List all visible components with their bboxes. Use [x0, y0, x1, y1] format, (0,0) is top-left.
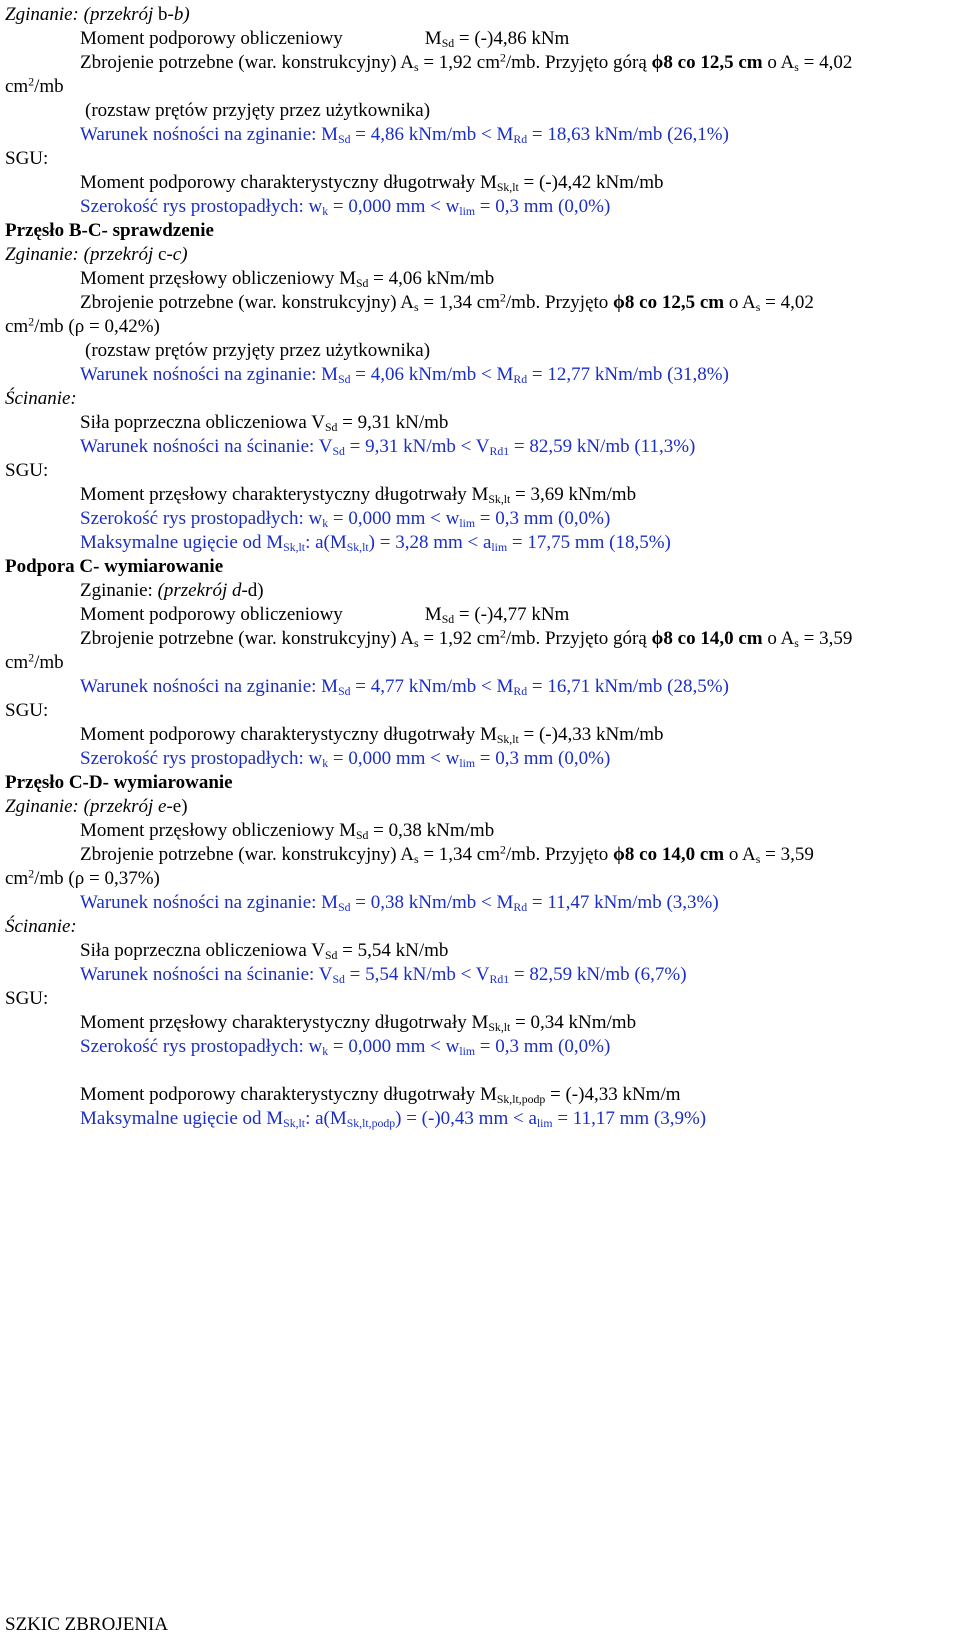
text-run: Zbrojenie potrzebne (war. konstrukcyjny) A	[80, 628, 414, 649]
doc-line	[5, 916, 77, 938]
text-run: Moment podporowy obliczeniowy	[80, 604, 343, 625]
subscript: Sd	[355, 276, 369, 290]
text-run: = 5,54 kN/mb < V	[344, 964, 490, 985]
superscript: 2	[500, 843, 506, 857]
text-run: -e)	[166, 796, 188, 817]
text-run: = 4,06 kNm/mb < M	[350, 364, 514, 385]
doc-line	[80, 724, 664, 746]
subscript: Rd	[513, 132, 528, 146]
subscript: lim	[459, 516, 476, 530]
text-run: SGU:	[5, 988, 49, 1009]
subscript: Sk,lt,podp	[346, 1116, 396, 1130]
text-run: Warunek nośności na zginanie: M	[80, 676, 339, 697]
text-run: Zginanie: (przekrój	[5, 244, 159, 265]
doc-line	[80, 364, 729, 386]
subscript: k	[322, 1044, 329, 1058]
doc-line	[80, 532, 671, 554]
text-run: /mb (ρ = 0,37%)	[34, 868, 160, 889]
text-run: /mb. Przyjęto	[505, 844, 614, 865]
subscript: s	[794, 636, 799, 650]
doc-line	[5, 4, 190, 26]
text-run: ϕ8 co 14,0 cm	[613, 844, 725, 865]
text-run: (rozstaw prętów przyjęty przez użytkownika)	[85, 340, 431, 361]
text-run: o A	[724, 292, 756, 313]
text-run: Moment podporowy charakterystyczny długotrwały M	[80, 724, 497, 745]
text-run: d	[231, 580, 242, 601]
text-run: Zginanie: (przekrój	[5, 4, 159, 25]
subscript: Sd	[338, 372, 351, 386]
subscript: Rd1	[489, 444, 510, 458]
text-run: /mb. Przyjęto górą	[505, 628, 652, 649]
doc-line	[5, 460, 48, 482]
text-run: /mb. Przyjęto górą	[505, 52, 652, 73]
doc-line	[80, 892, 719, 914]
subscript: Sk,lt	[283, 1116, 306, 1130]
text-run: cm	[5, 868, 29, 889]
doc-line	[80, 844, 814, 866]
text-run: Szerokość rys prostopadłych: w	[80, 508, 323, 529]
subscript: s	[755, 852, 761, 866]
text-run: ϕ8 co 12,5 cm	[651, 52, 763, 73]
subscript: k	[322, 204, 329, 218]
subscript: lim	[536, 1116, 553, 1130]
text-run: b	[158, 4, 168, 25]
text-run: Maksymalne ugięcie od M	[80, 532, 284, 553]
text-run: Warunek nośności na ścinanie: V	[80, 436, 333, 457]
subscript: Sk,lt	[346, 540, 369, 554]
text-run: = 0,000 mm < w	[328, 748, 460, 769]
doc-line	[85, 340, 430, 362]
subscript: Sk,lt	[488, 1020, 511, 1034]
subscript: Sd	[324, 948, 338, 962]
text-run: = 9,31 kN/mb < V	[344, 436, 490, 457]
text-run: Zginanie: (przekrój	[5, 796, 159, 817]
doc-line	[5, 700, 48, 722]
text-run: : a(M	[305, 532, 347, 553]
doc-line	[80, 436, 695, 458]
text-run: -b)	[167, 4, 190, 25]
subscript: Sd	[338, 900, 351, 914]
subscript: Sk,lt	[496, 732, 519, 746]
subscript: Sd	[441, 36, 455, 50]
subscript: Rd1	[489, 972, 510, 986]
text-run: = (-)4,77 kNm	[454, 604, 570, 625]
subscript: lim	[459, 756, 476, 770]
doc-line	[80, 1012, 636, 1034]
doc-line	[80, 196, 610, 218]
text-run: Moment podporowy obliczeniowy	[80, 28, 343, 49]
text-run: Warunek nośności na ścinanie: V	[80, 964, 333, 985]
doc-line	[5, 388, 77, 410]
subscript: lim	[459, 204, 476, 218]
text-run: = 0,3 mm (0,0%)	[475, 508, 611, 529]
subscript: Rd	[513, 372, 528, 386]
doc-line	[5, 988, 48, 1010]
doc-line	[5, 556, 223, 578]
subscript: Sd	[338, 684, 351, 698]
text-run: = 4,86 kNm/mb < M	[350, 124, 514, 145]
doc-line	[5, 772, 233, 794]
doc-line	[85, 100, 430, 122]
doc-line	[5, 796, 188, 818]
subscript: lim	[459, 1044, 476, 1058]
doc-line	[80, 172, 664, 194]
doc-line	[5, 76, 64, 98]
text-run: = 17,75 mm (18,5%)	[507, 532, 671, 553]
doc-line	[80, 28, 569, 50]
text-run: = 0,000 mm < w	[328, 1036, 460, 1057]
text-run: SGU:	[5, 700, 49, 721]
text-run: = (-)4,42 kNm/mb	[518, 172, 664, 193]
text-run: o A	[762, 628, 795, 649]
text-run: = 0,000 mm < w	[328, 196, 460, 217]
superscript: 2	[500, 627, 506, 641]
text-run: Moment przęsłowy charakterystyczny długotrwały M	[80, 484, 489, 505]
text-run: = 3,69 kNm/mb	[510, 484, 637, 505]
doc-line	[80, 964, 687, 986]
text-run: o A	[762, 52, 795, 73]
doc-line	[80, 1084, 681, 1106]
text-run: Warunek nośności na zginanie: M	[80, 364, 339, 385]
text-run: ϕ8 co 12,5 cm	[613, 292, 725, 313]
text-run: = 1,34 cm	[418, 844, 501, 865]
text-run: Szerokość rys prostopadłych: w	[80, 748, 323, 769]
text-run: Moment podporowy charakterystyczny długotrwały M	[80, 1084, 497, 1105]
text-run: = 4,02	[798, 52, 853, 73]
text-run: = (-)4,33 kNm/m	[545, 1084, 681, 1105]
text-run: = 11,17 mm (3,9%)	[552, 1108, 707, 1129]
text-run: M	[424, 28, 442, 49]
text-run: (przekrój	[157, 580, 232, 601]
subscript: Sd	[441, 612, 455, 626]
text-run: ϕ8 co 14,0 cm	[651, 628, 763, 649]
text-run: = 1,34 cm	[418, 292, 501, 313]
text-run: SZKIC ZBROJENIA	[5, 1614, 169, 1635]
doc-line	[5, 220, 214, 242]
subscript: Sd	[332, 444, 345, 458]
text-run: -d)	[241, 580, 264, 601]
subscript: s	[413, 300, 419, 314]
text-run: Zginanie:	[80, 580, 158, 601]
text-run: = 5,54 kN/mb	[337, 940, 449, 961]
text-run: = 9,31 kN/mb	[337, 412, 449, 433]
text-run: Moment przęsłowy charakterystyczny długotrwały M	[80, 1012, 489, 1033]
doc-line	[80, 124, 729, 146]
superscript: 2	[500, 51, 506, 65]
superscript: 2	[500, 291, 506, 305]
doc-line	[80, 748, 610, 770]
doc-line	[80, 52, 852, 74]
doc-line	[5, 868, 160, 890]
text-run: = 0,3 mm (0,0%)	[475, 196, 611, 217]
text-run: = 1,92 cm	[418, 628, 501, 649]
text-run: Siła poprzeczna obliczeniowa V	[80, 412, 325, 433]
text-run: = 18,63 kNm/mb (26,1%)	[527, 124, 729, 145]
text-run: = 11,47 kNm/mb (3,3%)	[527, 892, 719, 913]
text-run: = 0,000 mm < w	[328, 508, 460, 529]
doc-line	[80, 412, 448, 434]
subscript: Rd	[513, 900, 528, 914]
text-run: Warunek nośności na zginanie: M	[80, 892, 339, 913]
text-run: /mb	[34, 652, 64, 673]
text-run: = 0,38 kNm/mb	[368, 820, 495, 841]
text-run: M	[424, 604, 442, 625]
text-run: = 3,59	[798, 628, 853, 649]
text-run: = 0,3 mm (0,0%)	[475, 748, 611, 769]
text-run: Podpora C- wymiarowanie	[5, 556, 224, 577]
subscript: Sd	[338, 132, 351, 146]
text-run: = 0,34 kNm/mb	[510, 1012, 637, 1033]
subscript: Sk,lt	[283, 540, 306, 554]
superscript: 2	[28, 315, 35, 329]
text-run: = 82,59 kN/mb (11,3%)	[509, 436, 696, 457]
text-run: Szerokość rys prostopadłych: w	[80, 196, 323, 217]
doc-line	[80, 1108, 706, 1130]
doc-line	[5, 1614, 168, 1636]
subscript: s	[413, 60, 419, 74]
doc-line	[80, 628, 852, 650]
text-run: Ścinanie:	[5, 916, 77, 937]
text-run: e	[158, 796, 167, 817]
doc-line	[80, 484, 636, 506]
text-run: Warunek nośności na zginanie: M	[80, 124, 339, 145]
text-run: Przęsło C-D- wymiarowanie	[5, 772, 233, 793]
text-run: Moment podporowy charakterystyczny długotrwały M	[80, 172, 497, 193]
doc-line	[5, 148, 48, 170]
doc-line	[80, 940, 448, 962]
subscript: s	[794, 60, 799, 74]
text-run: : a(M	[305, 1108, 347, 1129]
text-run: cm	[5, 76, 29, 97]
subscript: Sk,lt	[496, 180, 519, 194]
text-run: SGU:	[5, 148, 49, 169]
subscript: Rd	[513, 684, 528, 698]
text-run: = 0,38 kNm/mb < M	[350, 892, 514, 913]
text-run: -c)	[166, 244, 188, 265]
subscript: Sd	[324, 420, 338, 434]
doc-line	[5, 652, 64, 674]
doc-line	[5, 244, 188, 266]
subscript: Sd	[355, 828, 369, 842]
subscript: k	[322, 756, 329, 770]
text-run: = 16,71 kNm/mb (28,5%)	[527, 676, 729, 697]
doc-line	[80, 604, 569, 626]
text-run: cm	[5, 316, 29, 337]
text-run: Siła poprzeczna obliczeniowa V	[80, 940, 325, 961]
text-run: ) = 3,28 mm < a	[368, 532, 492, 553]
text-run: = (-)4,86 kNm	[454, 28, 570, 49]
text-run: o A	[724, 844, 756, 865]
text-run: = 1,92 cm	[418, 52, 501, 73]
text-run: Przęsło B-C- sprawdzenie	[5, 220, 214, 241]
subscript: s	[413, 636, 419, 650]
subscript: Sk,lt,podp	[496, 1092, 546, 1106]
superscript: 2	[28, 867, 35, 881]
subscript: s	[413, 852, 419, 866]
subscript: Sk,lt	[488, 492, 511, 506]
text-run: (rozstaw prętów przyjęty przez użytkownika)	[85, 100, 431, 121]
text-run: c	[158, 244, 167, 265]
subscript: s	[755, 300, 761, 314]
text-run: = (-)4,33 kNm/mb	[518, 724, 664, 745]
doc-line	[80, 508, 610, 530]
text-run: Moment przęsłowy obliczeniowy M	[80, 268, 356, 289]
text-run: = 0,3 mm (0,0%)	[475, 1036, 611, 1057]
text-run: /mb. Przyjęto	[505, 292, 614, 313]
text-run: Szerokość rys prostopadłych: w	[80, 1036, 323, 1057]
text-run: Moment przęsłowy obliczeniowy M	[80, 820, 356, 841]
subscript: Sd	[332, 972, 345, 986]
doc-line	[80, 292, 814, 314]
text-run: Maksymalne ugięcie od M	[80, 1108, 284, 1129]
text-run: Zbrojenie potrzebne (war. konstrukcyjny) A	[80, 52, 414, 73]
text-run: = 4,02	[760, 292, 814, 313]
doc-line	[80, 268, 494, 290]
doc-line	[80, 580, 264, 602]
text-run: = 3,59	[760, 844, 814, 865]
text-run: /mb	[34, 76, 64, 97]
text-run: = 12,77 kNm/mb (31,8%)	[527, 364, 729, 385]
doc-line	[80, 820, 494, 842]
doc-line	[80, 1036, 610, 1058]
subscript: k	[322, 516, 329, 530]
subscript: lim	[491, 540, 508, 554]
text-run: ) = (-)0,43 mm < a	[395, 1108, 537, 1129]
text-run: Zbrojenie potrzebne (war. konstrukcyjny) A	[80, 292, 414, 313]
doc-line	[5, 316, 160, 338]
text-run: = 4,06 kNm/mb	[368, 268, 495, 289]
superscript: 2	[28, 75, 35, 89]
text-run: SGU:	[5, 460, 49, 481]
text-run: cm	[5, 652, 29, 673]
text-run: /mb (ρ = 0,42%)	[34, 316, 160, 337]
text-run: Ścinanie:	[5, 388, 77, 409]
text-run: Zbrojenie potrzebne (war. konstrukcyjny) A	[80, 844, 414, 865]
text-run: = 82,59 kN/mb (6,7%)	[509, 964, 687, 985]
text-run: = 4,77 kNm/mb < M	[350, 676, 514, 697]
doc-line	[80, 676, 729, 698]
superscript: 2	[28, 651, 35, 665]
